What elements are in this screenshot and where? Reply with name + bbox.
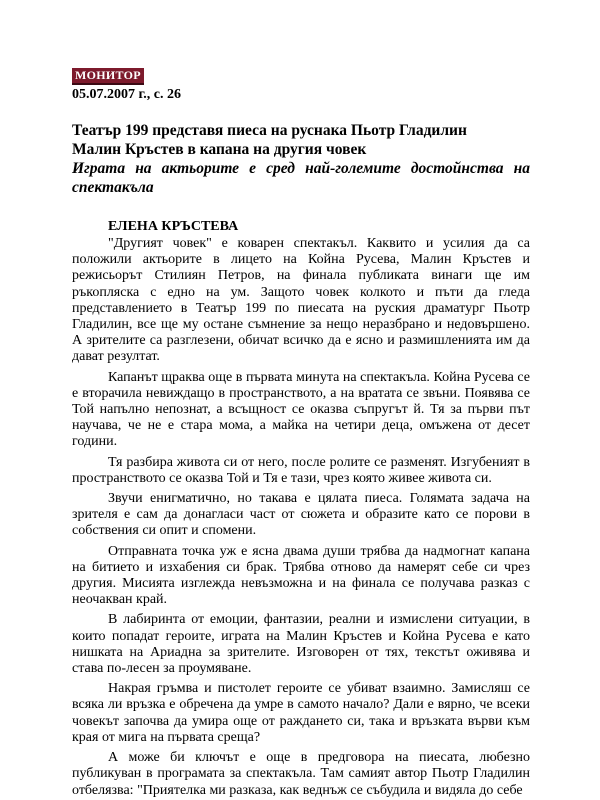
dateline: 05.07.2007 г., с. 26	[72, 87, 181, 102]
article-page	[72, 66, 530, 799]
paragraph: "Другият човек" е коварен спектакъл. Каквито и усилия да са положили актьорите в лицето на Койна Русева, Малин Кръстев и режисьорът Стилиян Петров, на финала публиката винаги ще им ръкопляска с едно на ум. Защото човек колкото и пъти да гледа представлението в Театър 199 по пиесата на руския драматург Пьотр Гладилин, все ще му остане съмнение за нещо неразбрано и недовършено. А зрителите са разглезени, обичат всичко да е ясно и размишленията им да дават резултат.	[72, 236, 530, 365]
paragraph: Капанът щраква още в първата минута на спектакъла. Койна Русева се е вторачила невиждащо в пространството, а на вратата се звъни. Появява се Той напълно непознат, а всъщност се оказва съпругът й. Тя за първи път научава, че не е стара мома, а майка на четири деца, омъжена от десет години.	[72, 369, 530, 450]
author-byline: ЕЛЕНА КРЪСТЕВА	[108, 219, 239, 234]
paragraph: А може би ключът е още в предговора на пиесата, любезно публикуван в програмата за спектакъла. Там самият автор Пьотр Гладилин отбелязва: "Приятелка ми разказа, как веднъж се събудила и видяла до себе	[72, 750, 530, 798]
paragraph: Отправната точка уж е ясна двама души трябва да надмогнат капана на битието и изхабения си брак. Трябва отново да намерят себе си чрез другия. Мисията изглежда невъзможна и на финала се получава разказ с неочакван край.	[72, 543, 530, 608]
headline-kicker: Играта на актьорите е сред най-големите достойнства на спектакъла	[72, 160, 530, 196]
paragraph: Тя разбира живота си от него, после ролите се разменят. Изгубеният в пространството се оказва Той и Тя е тази, чрез която живее живота си.	[72, 454, 530, 486]
headline-main: Театър 199 представя пиеса на руснака Пьотр Гладилин	[72, 122, 467, 139]
article-body	[72, 236, 530, 799]
paragraph: В лабиринта от емоции, фантазии, реални и измислени ситуации, в които попадат героите, играта на Малин Кръстев и Койна Русева е като нишката на Ариадна за зрителите. Изговорен от тях, текстът оживява и става по-лесен за проумяване.	[72, 612, 530, 677]
headline-block	[72, 121, 530, 197]
headline-sub: Малин Кръстев в капана на другия човек	[72, 141, 367, 158]
newspaper-logo: МОНИТОР	[72, 68, 144, 85]
paragraph: Накрая гръмва и пистолет героите се убиват взаимно. Замисляш се всяка ли връзка е обречена да умре в самото начало? Дали е вярно, че всеки човекът започва да умира още от раждането си, така и връзката върви към края от мига на първата среща?	[72, 681, 530, 745]
paragraph: Звучи енигматично, но такава е цялата пиеса. Голямата задача на зрителя е сам да донагласи част от сюжета и образите като се порови в собствения си опит и спомени.	[72, 491, 530, 539]
